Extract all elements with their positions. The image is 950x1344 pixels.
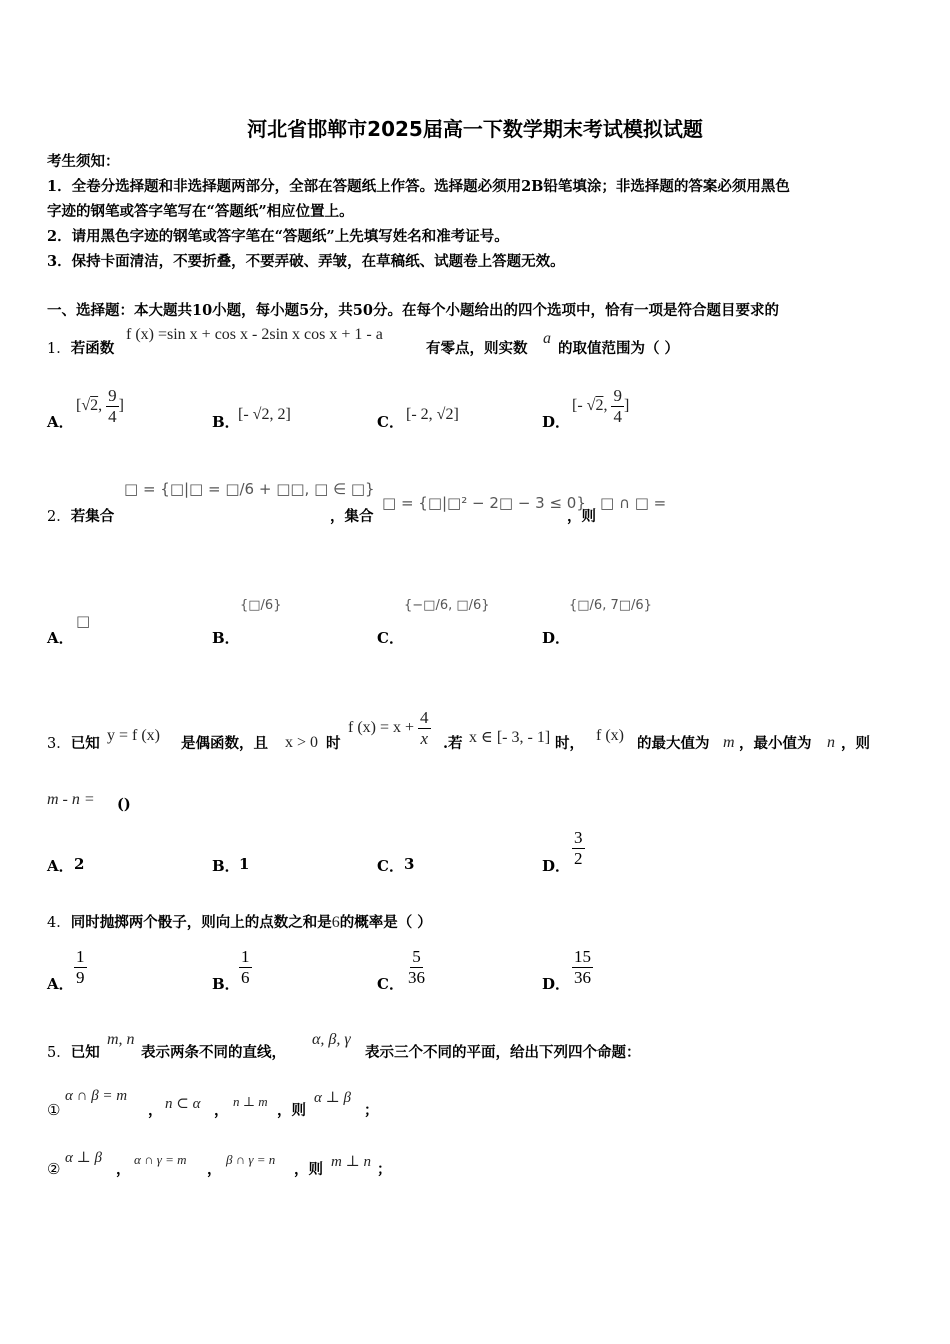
q3-t2: 时 xyxy=(326,735,341,752)
q4-six: 6 xyxy=(331,914,340,931)
question-number: 2． xyxy=(47,509,71,525)
q2-option-a-label: A． xyxy=(47,629,74,647)
q2-mid: ，集合 xyxy=(330,508,374,525)
q2-result: □ ∩ □ = xyxy=(600,494,667,512)
q1-option-c-label: C． xyxy=(377,413,404,431)
q1-var-a: a xyxy=(543,330,551,347)
q3-option-d-label: D． xyxy=(542,857,571,875)
q4-option-c: $\frac{5}{36}$ xyxy=(408,947,425,987)
question-number: 5． xyxy=(47,1045,71,1061)
q3-option-a-label: A． xyxy=(47,857,74,875)
q3-t6: ，最小值为 xyxy=(739,735,812,752)
q5-f1: m, n xyxy=(107,1031,135,1048)
q4-post: 的概率是（ ） xyxy=(339,914,432,931)
q2-post: ，则 xyxy=(567,508,596,525)
question-number: 3． xyxy=(47,736,71,752)
q1-option-d: [- √2, $\frac{9}{4}$ ] xyxy=(572,386,630,426)
proposition-2-mark: ② xyxy=(47,1160,61,1178)
section-heading: 一、选择题：本大题共10小题，每小题5分，共50分。在每个小题给出的四个选项中，恰有一项是符合题目要求的 xyxy=(47,302,779,319)
question-3 xyxy=(47,734,100,754)
q3-option-c-label: C． xyxy=(377,857,404,875)
q2-option-d: {□/6, 7□/6} xyxy=(569,598,652,613)
q3-t5: 的最大值为 xyxy=(637,735,710,752)
notice-heading: 考生须知： xyxy=(47,153,120,170)
notice-line-1: 1．全卷分选择题和非选择题两部分，全部在答题纸上作答。选择题必须用2B铅笔填涂；非选择题的答案必须用黑色 xyxy=(47,178,790,195)
q1-option-b-label: B． xyxy=(212,413,240,431)
q3-f4: x ∈ [- 3, - 1] xyxy=(469,729,551,746)
q5-t1: 表示两条不同的直线， xyxy=(141,1044,286,1061)
q1-option-c: [- 2, √2] xyxy=(406,406,459,423)
q3-f1: y = f (x) xyxy=(107,727,161,744)
proposition-2-c: β ∩ γ = n xyxy=(226,1152,276,1167)
q4-option-d: $\frac{15}{36}$ xyxy=(574,947,591,987)
proposition-2-d: m ⊥ n xyxy=(331,1154,371,1170)
q2-option-c-label: C． xyxy=(377,629,404,647)
q2-set-b: □ = {□|□² − 2□ − 3 ≤ 0} xyxy=(382,494,586,512)
separator: ， xyxy=(207,1161,222,1178)
q3-t3: .若 xyxy=(443,735,463,752)
q2-set-a: □ = {□|□ = □/6 + □□, □ ∈ □} xyxy=(124,480,375,498)
q1-formula: f (x) =sin x + cos x - 2sin x cos x + 1 - a xyxy=(126,326,383,343)
proposition-1-a: α ∩ β = m xyxy=(65,1088,128,1104)
separator: ， xyxy=(116,1161,131,1178)
proposition-1-d: α ⊥ β xyxy=(314,1090,351,1106)
q1-option-a: [√2, $\frac{9}{4}$ ] xyxy=(76,386,124,426)
proposition-2-then: ，则 xyxy=(294,1161,323,1178)
proposition-1-then: ，则 xyxy=(277,1102,306,1119)
q4-text: 同时抛掷两个骰子，则向上的点数之和是 xyxy=(70,914,332,931)
q3-option-b: 1 xyxy=(239,855,250,873)
q4-option-b: $\frac{1}{6}$ xyxy=(241,947,250,987)
q3-option-d: $\frac{3}{2}$ xyxy=(574,828,583,868)
q3-f6: m xyxy=(723,734,735,751)
q2-option-a: □ xyxy=(76,612,91,630)
question-number: 1． xyxy=(47,341,71,357)
q3-option-a: 2 xyxy=(74,855,85,873)
q1-option-b: [- √2, 2] xyxy=(238,406,291,423)
proposition-1-mark: ① xyxy=(47,1101,61,1119)
q3-f2: x > 0 xyxy=(285,734,319,751)
q5-pre: 已知 xyxy=(70,1044,100,1061)
proposition-2-end: ； xyxy=(377,1161,392,1178)
question-4 xyxy=(47,913,432,933)
q4-option-d-label: D． xyxy=(542,975,571,993)
q3-option-b-label: B． xyxy=(212,857,240,875)
q2-option-d-label: D． xyxy=(542,629,571,647)
q4-option-a: $\frac{1}{9}$ xyxy=(76,947,85,987)
q1-pre: 若函数 xyxy=(70,340,115,357)
q1-option-d-label: D． xyxy=(542,413,571,431)
proposition-1-c: n ⊥ m xyxy=(233,1094,268,1109)
notice-line-1-cont: 字迹的钢笔或答字笔写在“答题纸”相应位置上。 xyxy=(47,203,354,220)
q3-paren: () xyxy=(117,796,131,813)
question-5 xyxy=(47,1043,100,1063)
q1-option-a-label: A． xyxy=(47,413,74,431)
q4-option-a-label: A． xyxy=(47,975,74,993)
q3-t1: 是偶函数，且 xyxy=(181,735,268,752)
q4-option-b-label: B． xyxy=(212,975,240,993)
notice-line-3: 3．保持卡面清洁，不要折叠，不要弄破、弄皱，在草稿纸、试题卷上答题无效。 xyxy=(47,253,565,270)
proposition-2-b: α ∩ γ = m xyxy=(134,1152,187,1167)
q3-t7: ，则 xyxy=(841,735,870,752)
question-number: 4． xyxy=(47,915,71,931)
separator: ， xyxy=(214,1102,229,1119)
q3-t4: 时， xyxy=(555,735,584,752)
q2-option-b-label: B． xyxy=(212,629,240,647)
page-title: 河北省邯郸市2025届高一下数学期末考试模拟试题 xyxy=(247,117,703,141)
q3-pre: 已知 xyxy=(70,735,100,752)
q1-post: 的取值范围为（ ） xyxy=(558,340,680,357)
q5-t2: 表示三个不同的平面，给出下列四个命题： xyxy=(365,1044,641,1061)
q2-option-c: {−□/6, □/6} xyxy=(404,598,490,613)
question-1 xyxy=(47,339,114,359)
notice-line-2: 2．请用黑色字迹的钢笔或答字笔在“答题纸”上先填写姓名和准考证号。 xyxy=(47,228,509,245)
q5-f2: α, β, γ xyxy=(312,1031,351,1048)
q4-option-c-label: C． xyxy=(377,975,404,993)
q3-f3: f (x) = x + $\frac{4}{x}$ xyxy=(348,708,429,748)
proposition-1-b: n ⊂ α xyxy=(165,1096,201,1112)
q1-mid: 有零点，则实数 xyxy=(426,340,528,357)
q3-f7: n xyxy=(827,734,835,751)
q3-f5: f (x) xyxy=(596,727,624,744)
proposition-2-a: α ⊥ β xyxy=(65,1150,102,1166)
q2-option-b: {□/6} xyxy=(240,598,282,613)
proposition-1-end: ； xyxy=(364,1102,379,1119)
q3-option-c: 3 xyxy=(404,855,415,873)
question-2 xyxy=(47,507,114,527)
q3-line2: m - n = xyxy=(47,791,95,808)
separator: ， xyxy=(148,1102,163,1119)
q2-pre: 若集合 xyxy=(70,508,115,525)
